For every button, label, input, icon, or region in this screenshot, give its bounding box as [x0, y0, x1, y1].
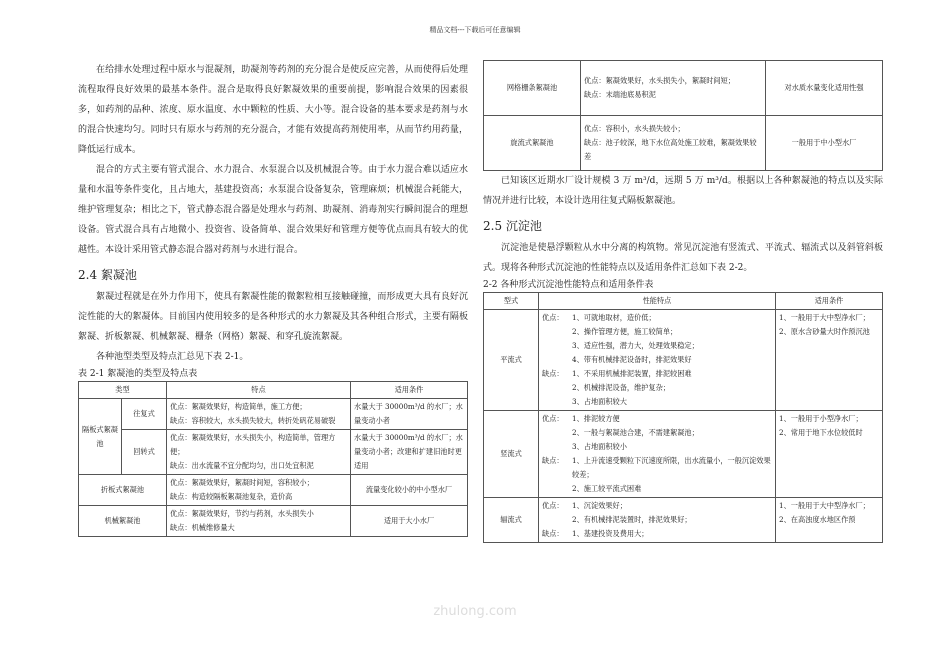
table-cell: 优点： 1、沉淀效果好； 2、有机械排泥装置时，排泥效果好； 缺点： 1、基建投资及费用大；: [539, 498, 776, 543]
table-cell: 1、一般用于小型净水厂； 2、常用于地下水位较低时: [776, 411, 883, 498]
paragraph-mixing-methods: 混合的方式主要有管式混合、水力混合、水泵混合以及机械混合等。由于水力混合难以适应水量和水温等条件变化，且占地大，基建投资高；水泵混合设备复杂，管理麻烦；机械混合耗能大，维护管理复杂；相比之下，管式静态混合器是处理水与药剂、助凝剂、消毒剂实行瞬间混合的理想设备。管式混合具有占地微小、投资省、设备简单、混合效果好和管理方便等优点而具有较大的优越性。本设计采用管式静态混合器对药剂与水进行混合。: [78, 165, 468, 255]
table-cell: 回转式: [122, 430, 167, 475]
table-cell: 优点：絮凝效果好，絮凝时间短，容积较小； 缺点：构造较隔板絮凝池复杂，造价高: [167, 475, 351, 506]
table-row: [79, 475, 468, 506]
table-row: [484, 61, 883, 116]
table-cell: 折板式絮凝池: [79, 475, 167, 506]
table-cell: 水量大于 30000m³/d 的水厂；水量变动小者: [351, 399, 468, 430]
table-cell: 机械絮凝池: [79, 506, 167, 537]
table-cell: 适用于大小水厂: [351, 506, 468, 537]
section-heading-flocculation: 2.4 絮凝池: [78, 268, 137, 282]
table-header: 适用条件: [351, 382, 468, 399]
table-cell: 流量变化较小的中小型水厂: [351, 475, 468, 506]
paragraph-sedimentation: 沉淀池是使悬浮颗粒从水中分离的构筑物。常见沉淀池有竖流式、平流式、辐流式以及斜管斜板式。现将各种形式沉淀池的性能特点以及适用条件汇总如下表 2-2。: [483, 243, 883, 273]
table-cell: 隔板式絮凝池: [79, 399, 122, 475]
watermark: zhulong.com: [433, 604, 517, 619]
paragraph-design-choice: 已知该区近期水厂设计规模 3 万 m³/d，远期 5 万 m³/d。根据以上各种絮凝池的特点以及实际情况并进行比较，本设计选用往复式隔板絮凝池。: [483, 176, 883, 206]
table-row: [79, 506, 468, 537]
table-header: 型式: [484, 293, 539, 310]
table-cell: 旋流式絮凝池: [484, 116, 581, 171]
table-cell: 优点：絮凝效果好，构造简单，施工方便； 缺点：容积较大，水头损失较大，转折处矾花易破裂: [167, 399, 351, 430]
table-cell: 辐流式: [484, 498, 539, 543]
paragraph-mixing-intro: 在给排水处理过程中原水与混凝剂，助凝剂等药剂的充分混合是使反应完善，从而使得后处理流程取得良好效果的最基本条件。混合是取得良好絮凝效果的重要前提，影响混合效果的因素很多，如药剂的品种、浓度、原水温度、水中颗粒的性质、大小等。混合设备的基本要求是药剂与水的混合快速均匀。同时只有原水与药剂的充分混合，才能有效提高药剂使用率，从而节约用药量，降低运行成本。: [78, 65, 468, 155]
table-row: [484, 498, 883, 543]
section-heading-sedimentation: 2.5 沉淀池: [483, 219, 542, 233]
table-cell: 平流式: [484, 310, 539, 411]
table-cell: 优点：絮凝效果好，水头损失小，构造简单，管理方便； 缺点：出水流量不宜分配均匀，出口处宜积泥: [167, 430, 351, 475]
table-cell: 优点：絮凝效果好，节约与药剂，水头损失小 缺点：机械维修量大: [167, 506, 351, 537]
table-cell: 对水质水量变化适用性强: [766, 61, 883, 116]
table-header: 特点: [167, 382, 351, 399]
paragraph-flocculation: 絮凝过程就是在外力作用下，使具有絮凝性能的微絮粒相互接触碰撞，而形成更大具有良好沉淀性能的大的絮凝体。目前国内使用较多的是各种形式的水力絮凝及其各种组合形式，主要有隔板絮凝、折板絮凝、机械絮凝、栅条（网格）絮凝、和穿孔旋流絮凝。: [78, 292, 468, 342]
paragraph-table-ref: 各种池型类型及特点汇总见下表 2-1。: [96, 352, 249, 362]
flocculation-table-continued: [483, 60, 883, 171]
table-caption: 2-2 各种形式沉淀池性能特点和适用条件表: [483, 280, 654, 290]
table-row: [484, 310, 883, 411]
table-cell: 优点：容积小，水头损失较小； 缺点：池子较深，地下水位高处施工较难，絮凝效果较差: [581, 116, 766, 171]
table-row: [484, 411, 883, 498]
table-cell: 网格栅条絮凝池: [484, 61, 581, 116]
table-cell: 竖流式: [484, 411, 539, 498]
table-row: [79, 430, 468, 475]
table-row: [484, 116, 883, 171]
sedimentation-table: [483, 292, 883, 543]
table-cell: 优点： 1、可就地取材，造价低； 2、操作管理方便，施工较简单； 3、适应性强，潜力大，处理效果稳定； 4、带有机械排泥设备时，排泥效果好 缺点： 1、不采用机械排泥装置，排泥较困难 2、机械排泥设备，维护复杂； 3、占地面积较大: [539, 310, 776, 411]
table-caption: 表 2-1 絮凝池的类型及特点表: [78, 369, 198, 379]
page-header: 精品文档---下载后可任意编辑: [429, 26, 521, 34]
table-cell: 1、一般用于大中型净水厂； 2、在高浊度水地区作预: [776, 498, 883, 543]
table-row: [79, 399, 468, 430]
table-header: 类型: [79, 382, 167, 399]
table-header: 性能特点: [539, 293, 776, 310]
table-header: 适用条件: [776, 293, 883, 310]
flocculation-table: [78, 381, 468, 537]
table-cell: 优点：絮凝效果好，水头损失小，絮凝时间短； 缺点：末端池底易积泥: [581, 61, 766, 116]
table-cell: 水量大于 30000m³/d 的水厂；水量变动小者；改建和扩建旧池时更适用: [351, 430, 468, 475]
table-cell: 一般用于中小型水厂: [766, 116, 883, 171]
left-column: [78, 60, 468, 537]
table-cell: 往复式: [122, 399, 167, 430]
right-column: [483, 60, 883, 543]
table-cell: 优点： 1、排泥较方便 2、一般与絮凝池合建，不需建絮凝池； 3、占地面积较小 缺点： 1、上升流速受颗粒下沉速度所限，出水流量小，一般沉淀效果较差； 2、施工较平流式困难: [539, 411, 776, 498]
table-cell: 1、一般用于大中型净水厂； 2、原水含砂量大时作预沉池: [776, 310, 883, 411]
